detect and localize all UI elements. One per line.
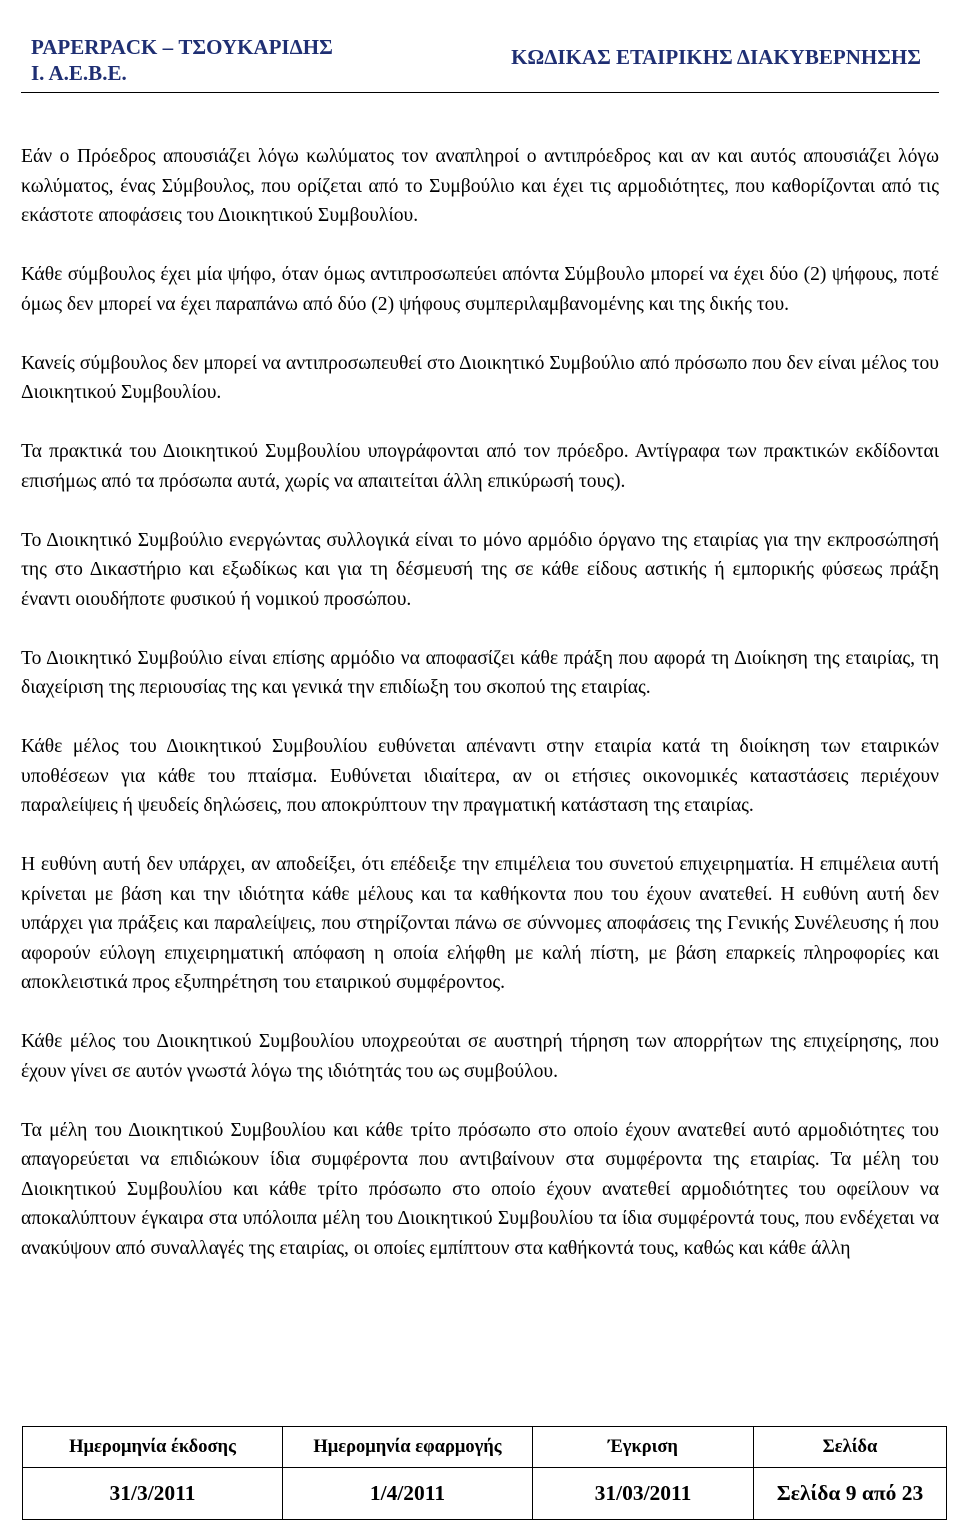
paragraph-5: Το Διοικητικό Συμβούλιο ενεργώντας συλλογικά είναι το μόνο αρμόδιο όργανο της εταιρίας για την εκπροσώπησή της στο Δικαστήριο και εξωδίκως και για τη δέσμευσή της σε κάθε είδους αστικής ή εμπορικής φύσεως πράξη έναντι οιουδήποτε φυσικού ή νομικού προσώπου. (21, 529, 939, 610)
paragraph-8: Η ευθύνη αυτή δεν υπάρχει, αν αποδείξει, ότι επέδειξε την επιμέλεια του συνετού επιχειρηματία. Η επιμέλεια αυτή κρίνεται με βάση και την ιδιότητα κάθε μέλους και τα καθήκοντα που του έχουν ανατεθεί. Η ευθύνη αυτή δεν υπάρχει για πράξεις και παραλείψεις, που στηρίζονται πάνω σε σύννομες αποφάσεις της Γενικής Συνέλευσης ή που αφορούν εύλογη επιχειρηματική απόφαση η οποία ελήφθη με καλή πίστη, με βάση επαρκείς πληροφορίες και αποκλειστικά προς εξυπηρέτηση του εταιρικού συμφέροντος. (21, 854, 939, 993)
document-body (21, 142, 939, 1263)
paragraph-7: Κάθε μέλος του Διοικητικού Συμβουλίου ευθύνεται απέναντι στην εταιρία κατά τη διοίκηση των εταιρικών υποθέσεων για κάθε του πταίσμα. Ευθύνεται ιδιαίτερα, αν οι ετήσιες οικονομικές καταστάσεις περιέχουν παραλείψεις ή ψευδείς δηλώσεις, που αποκρύπτουν την πραγματική κατάσταση της εταιρίας. (21, 736, 939, 816)
page-label: Σελίδα (754, 1427, 947, 1468)
issue-date-value: 31/3/2011 (23, 1468, 283, 1520)
effective-date-label: Ημερομηνία εφαρμογής (283, 1427, 533, 1468)
approval-label: Έγκριση (533, 1427, 754, 1468)
paragraph-3: Κανείς σύμβουλος δεν μπορεί να αντιπροσωπευθεί στο Διοικητικό Συμβούλιο από πρόσωπο που δεν είναι μέλος του Διοικητικού Συμβουλίου. (21, 352, 939, 403)
paragraph-2: Κάθε σύμβουλος έχει μία ψήφο, όταν όμως αντιπροσωπεύει απόντα Σύμβουλο μπορεί να έχει δύο (2) ψήφους, ποτέ όμως δεν μπορεί να έχει παραπάνω από δύο (2) ψήφους συμπεριλαμβανομένης και της δικής του. (21, 264, 939, 315)
paragraph-6: Το Διοικητικό Συμβούλιο είναι επίσης αρμόδιο να αποφασίζει κάθε πράξη που αφορά τη Διοίκηση της εταιρίας, τη διαχείριση της περιουσίας της και γενικά την επιδίωξη του σκοπού της εταιρίας. (21, 647, 939, 698)
paragraph-9: Κάθε μέλος του Διοικητικού Συμβουλίου υποχρεούται σε αυστηρή τήρηση των απορρήτων της επιχείρησης, που έχουν γίνει σε αυτόν γνωστά λόγω της ιδιότητάς του ως συμβούλου. (21, 1031, 939, 1082)
company-name-line1: PAPERPACK – ΤΣΟΥΚΑΡΙΔΗΣ (31, 35, 333, 59)
footer-value-row (23, 1468, 947, 1520)
page-number-value: Σελίδα 9 από 23 (754, 1468, 947, 1520)
paragraph-10: Τα μέλη του Διοικητικού Συμβουλίου και κάθε τρίτο πρόσωπο στο οποίο έχουν ανατεθεί αυτό αρμοδιότητες του απαγορεύεται να επιδιώκουν ίδια συμφέροντα που αντιβαίνουν στα συμφέροντα της εταιρίας. Τα μέλη του Διοικητικού Συμβουλίου και κάθε τρίτο πρόσωπο στο οποίο έχουν ανατεθεί αρμοδιότητες του οφείλουν να αποκαλύπτουν έγκαιρα στα υπόλοιπα μέλη του Διοικητικού Συμβουλίου τα ίδια συμφέροντά τους, που ενδέχεται να ανακύψουν από συναλλαγές της εταιρίας, οι οποίες εμπίπτουν στα καθήκοντά τους, καθώς και κάθε άλλη (21, 1119, 939, 1259)
approval-value: 31/03/2011 (533, 1468, 754, 1520)
paragraph-1: Εάν ο Πρόεδρος απουσιάζει λόγω κωλύματος τον αναπληροί ο αντιπρόεδρος και αν και αυτός απουσιάζει λόγω κωλύματος, ένας Σύμβουλος, που ορίζεται από το Συμβούλιο και έχει τις αρμοδιότητες, που καθορίζονται από τις εκάστοτε αποφάσεις του Διοικητικού Συμβουλίου. (21, 146, 939, 226)
effective-date-value: 1/4/2011 (283, 1468, 533, 1520)
company-name (31, 34, 333, 86)
footer-info-table (22, 1426, 947, 1520)
footer-label-row (23, 1427, 947, 1468)
paragraph-4: Τα πρακτικά του Διοικητικού Συμβουλίου υπογράφονται από τον πρόεδρο. Αντίγραφα των πρακτικών εκδίδονται επισήμως από τα πρόσωπα αυτά, χωρίς να απαιτείται άλλη επικύρωσή τους). (21, 441, 939, 492)
document-title: ΚΩΔΙΚΑΣ ΕΤΑΙΡΙΚΗΣ ΔΙΑΚΥΒΕΡΝΗΣΗΣ (511, 45, 921, 69)
issue-date-label: Ημερομηνία έκδοσης (23, 1427, 283, 1468)
page-header (21, 34, 939, 93)
company-name-line2: Ι. Α.Ε.Β.Ε. (31, 61, 127, 85)
